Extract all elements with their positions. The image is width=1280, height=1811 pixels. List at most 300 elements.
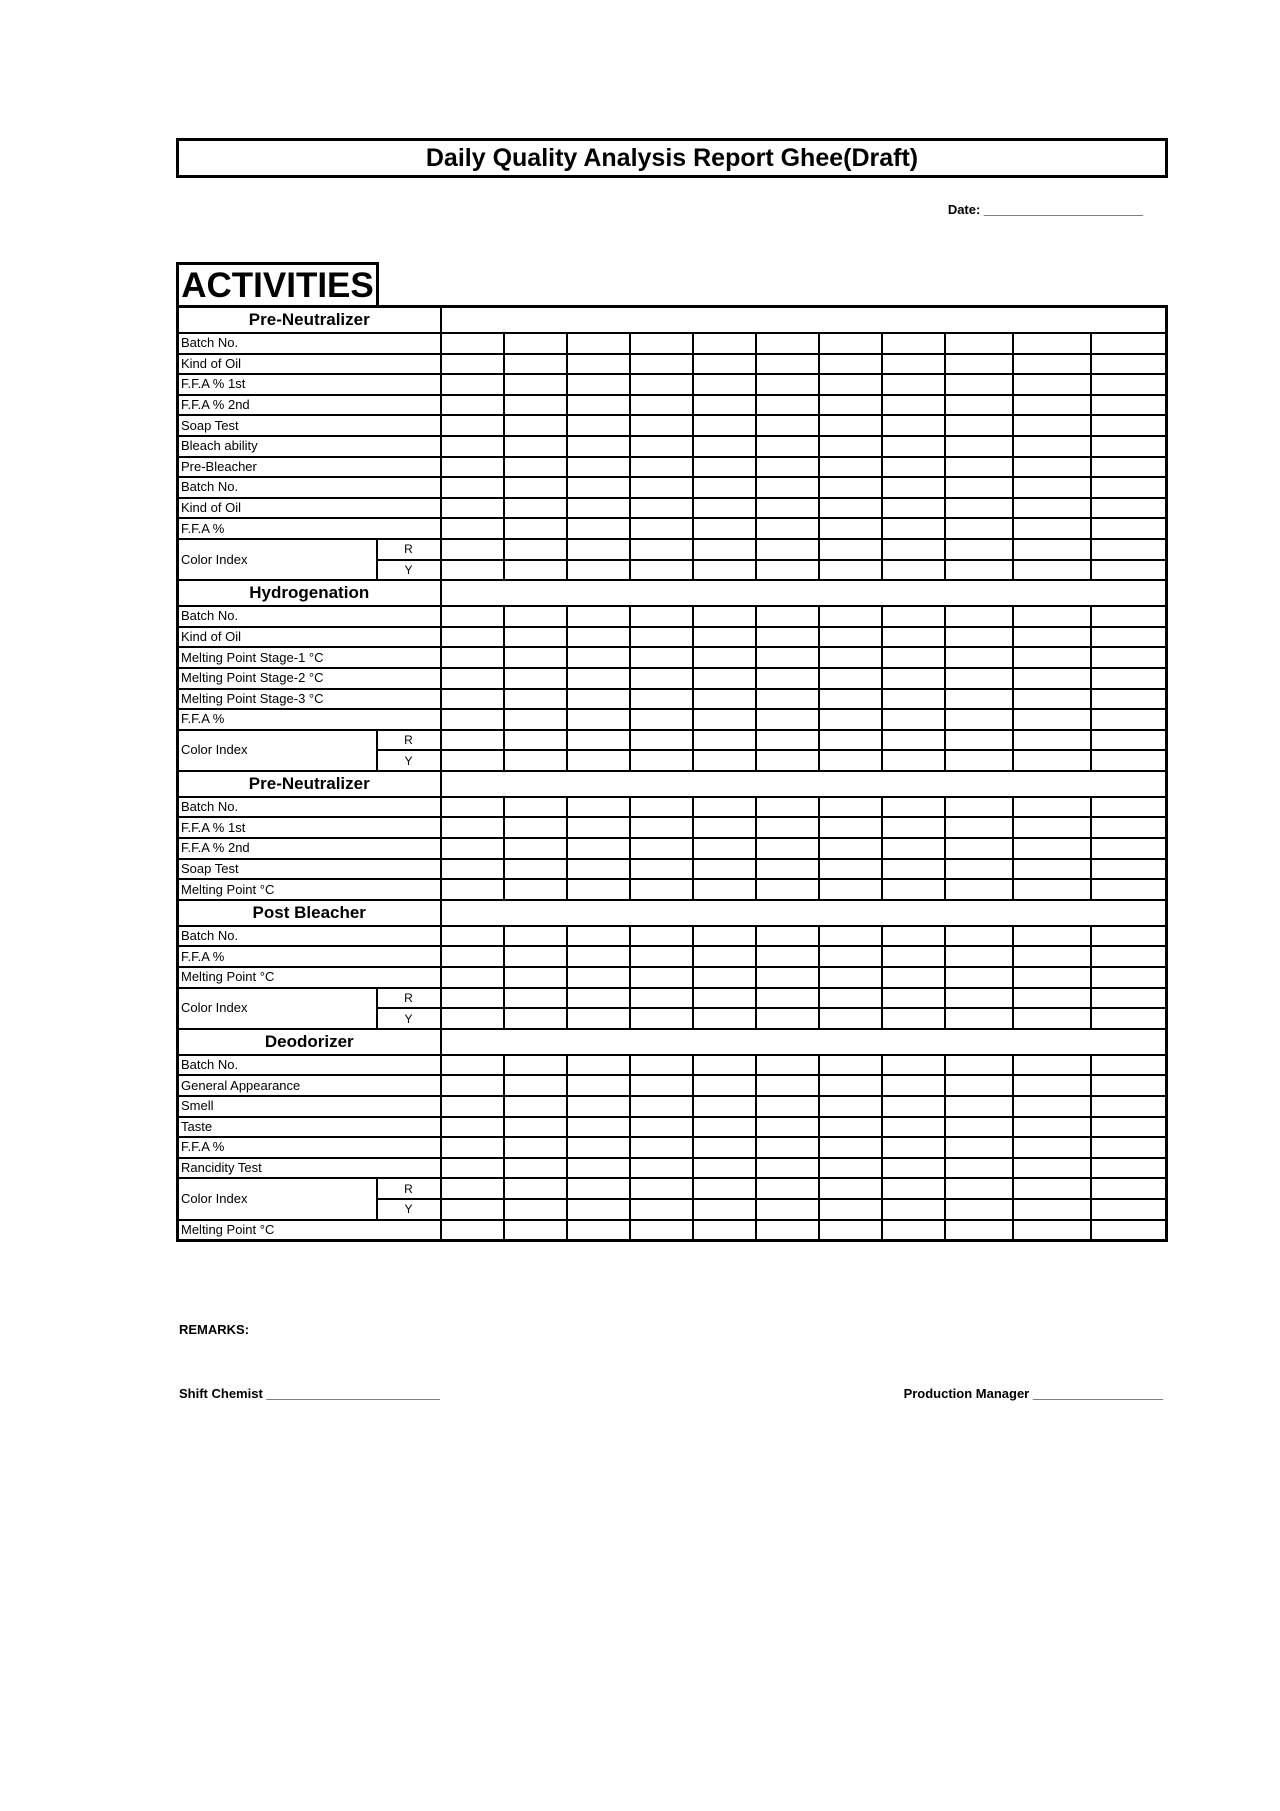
entry-cell[interactable] — [882, 333, 945, 354]
entry-cell[interactable] — [693, 730, 756, 751]
date-field[interactable]: Date: ______________________ — [947, 202, 1143, 217]
entry-cell[interactable] — [1013, 1158, 1091, 1179]
entry-cell[interactable] — [1013, 1096, 1091, 1117]
entry-cell[interactable] — [819, 859, 882, 880]
entry-cell[interactable] — [693, 374, 756, 395]
entry-cell[interactable] — [504, 1117, 567, 1138]
entry-cell[interactable] — [693, 518, 756, 539]
entry-cell[interactable] — [504, 477, 567, 498]
entry-cell[interactable] — [882, 395, 945, 416]
entry-cell[interactable] — [441, 797, 504, 818]
entry-cell[interactable] — [1013, 730, 1091, 751]
entry-cell[interactable] — [693, 988, 756, 1009]
entry-cell[interactable] — [441, 817, 504, 838]
entry-cell[interactable] — [630, 1008, 693, 1029]
entry-cell[interactable] — [630, 354, 693, 375]
entry-cell[interactable] — [504, 457, 567, 478]
entry-cell[interactable] — [1013, 689, 1091, 710]
entry-cell[interactable] — [1013, 560, 1091, 581]
entry-cell[interactable] — [504, 627, 567, 648]
entry-cell[interactable] — [756, 967, 819, 988]
entry-cell[interactable] — [693, 1008, 756, 1029]
entry-cell[interactable] — [1091, 395, 1167, 416]
entry-cell[interactable] — [504, 647, 567, 668]
entry-cell[interactable] — [1091, 689, 1167, 710]
entry-cell[interactable] — [441, 1117, 504, 1138]
entry-cell[interactable] — [504, 415, 567, 436]
entry-cell[interactable] — [756, 926, 819, 947]
entry-cell[interactable] — [819, 627, 882, 648]
entry-cell[interactable] — [945, 1220, 1013, 1241]
entry-cell[interactable] — [504, 926, 567, 947]
entry-cell[interactable] — [882, 436, 945, 457]
entry-cell[interactable] — [819, 395, 882, 416]
entry-cell[interactable] — [1091, 1096, 1167, 1117]
entry-cell[interactable] — [756, 1158, 819, 1179]
entry-cell[interactable] — [567, 498, 630, 519]
entry-cell[interactable] — [441, 1096, 504, 1117]
entry-cell[interactable] — [504, 668, 567, 689]
entry-cell[interactable] — [882, 967, 945, 988]
entry-cell[interactable] — [1013, 797, 1091, 818]
entry-cell[interactable] — [504, 797, 567, 818]
entry-cell[interactable] — [1091, 606, 1167, 627]
entry-cell[interactable] — [630, 415, 693, 436]
entry-cell[interactable] — [882, 689, 945, 710]
entry-cell[interactable] — [882, 838, 945, 859]
entry-cell[interactable] — [819, 879, 882, 900]
entry-cell[interactable] — [1091, 333, 1167, 354]
entry-cell[interactable] — [1091, 668, 1167, 689]
entry-cell[interactable] — [693, 689, 756, 710]
entry-cell[interactable] — [1091, 967, 1167, 988]
entry-cell[interactable] — [945, 539, 1013, 560]
entry-cell[interactable] — [1013, 988, 1091, 1009]
entry-cell[interactable] — [882, 988, 945, 1009]
entry-cell[interactable] — [567, 518, 630, 539]
entry-cell[interactable] — [630, 1117, 693, 1138]
entry-cell[interactable] — [630, 838, 693, 859]
entry-cell[interactable] — [693, 926, 756, 947]
entry-cell[interactable] — [1091, 859, 1167, 880]
entry-cell[interactable] — [945, 606, 1013, 627]
entry-cell[interactable] — [1013, 1055, 1091, 1076]
entry-cell[interactable] — [1013, 967, 1091, 988]
entry-cell[interactable] — [630, 436, 693, 457]
entry-cell[interactable] — [1091, 1055, 1167, 1076]
entry-cell[interactable] — [504, 374, 567, 395]
entry-cell[interactable] — [1091, 518, 1167, 539]
entry-cell[interactable] — [504, 838, 567, 859]
entry-cell[interactable] — [756, 606, 819, 627]
entry-cell[interactable] — [1013, 333, 1091, 354]
entry-cell[interactable] — [1013, 539, 1091, 560]
entry-cell[interactable] — [504, 817, 567, 838]
entry-cell[interactable] — [882, 518, 945, 539]
entry-cell[interactable] — [1013, 926, 1091, 947]
entry-cell[interactable] — [567, 689, 630, 710]
entry-cell[interactable] — [882, 1075, 945, 1096]
entry-cell[interactable] — [882, 750, 945, 771]
entry-cell[interactable] — [693, 457, 756, 478]
entry-cell[interactable] — [567, 333, 630, 354]
entry-cell[interactable] — [756, 838, 819, 859]
entry-cell[interactable] — [693, 709, 756, 730]
entry-cell[interactable] — [1013, 838, 1091, 859]
entry-cell[interactable] — [945, 1055, 1013, 1076]
entry-cell[interactable] — [630, 1055, 693, 1076]
entry-cell[interactable] — [819, 1117, 882, 1138]
shift-chemist-signature[interactable]: Shift Chemist ________________________ — [179, 1386, 440, 1401]
entry-cell[interactable] — [693, 859, 756, 880]
entry-cell[interactable] — [567, 817, 630, 838]
entry-cell[interactable] — [1091, 560, 1167, 581]
entry-cell[interactable] — [1091, 457, 1167, 478]
entry-cell[interactable] — [1091, 1075, 1167, 1096]
entry-cell[interactable] — [630, 967, 693, 988]
entry-cell[interactable] — [441, 1008, 504, 1029]
entry-cell[interactable] — [504, 1220, 567, 1241]
entry-cell[interactable] — [1091, 539, 1167, 560]
entry-cell[interactable] — [567, 647, 630, 668]
entry-cell[interactable] — [630, 539, 693, 560]
entry-cell[interactable] — [756, 689, 819, 710]
entry-cell[interactable] — [819, 606, 882, 627]
entry-cell[interactable] — [441, 354, 504, 375]
entry-cell[interactable] — [630, 859, 693, 880]
entry-cell[interactable] — [441, 750, 504, 771]
entry-cell[interactable] — [567, 797, 630, 818]
entry-cell[interactable] — [882, 1117, 945, 1138]
entry-cell[interactable] — [1091, 354, 1167, 375]
entry-cell[interactable] — [567, 946, 630, 967]
entry-cell[interactable] — [756, 668, 819, 689]
entry-cell[interactable] — [945, 498, 1013, 519]
entry-cell[interactable] — [1013, 879, 1091, 900]
entry-cell[interactable] — [567, 1158, 630, 1179]
entry-cell[interactable] — [567, 1055, 630, 1076]
entry-cell[interactable] — [1013, 354, 1091, 375]
entry-cell[interactable] — [504, 689, 567, 710]
entry-cell[interactable] — [504, 1055, 567, 1076]
entry-cell[interactable] — [819, 647, 882, 668]
entry-cell[interactable] — [1013, 1137, 1091, 1158]
entry-cell[interactable] — [756, 539, 819, 560]
entry-cell[interactable] — [441, 838, 504, 859]
production-manager-signature[interactable]: Production Manager __________________ — [903, 1386, 1163, 1401]
entry-cell[interactable] — [945, 518, 1013, 539]
entry-cell[interactable] — [693, 1158, 756, 1179]
entry-cell[interactable] — [630, 374, 693, 395]
entry-cell[interactable] — [819, 560, 882, 581]
entry-cell[interactable] — [567, 1137, 630, 1158]
entry-cell[interactable] — [441, 415, 504, 436]
entry-cell[interactable] — [567, 560, 630, 581]
entry-cell[interactable] — [945, 457, 1013, 478]
entry-cell[interactable] — [882, 859, 945, 880]
entry-cell[interactable] — [441, 1158, 504, 1179]
entry-cell[interactable] — [882, 457, 945, 478]
entry-cell[interactable] — [567, 859, 630, 880]
entry-cell[interactable] — [819, 415, 882, 436]
entry-cell[interactable] — [504, 859, 567, 880]
entry-cell[interactable] — [1013, 606, 1091, 627]
entry-cell[interactable] — [945, 647, 1013, 668]
entry-cell[interactable] — [504, 606, 567, 627]
entry-cell[interactable] — [441, 647, 504, 668]
entry-cell[interactable] — [504, 1008, 567, 1029]
entry-cell[interactable] — [819, 946, 882, 967]
entry-cell[interactable] — [630, 926, 693, 947]
entry-cell[interactable] — [819, 797, 882, 818]
entry-cell[interactable] — [567, 354, 630, 375]
entry-cell[interactable] — [1013, 859, 1091, 880]
entry-cell[interactable] — [819, 1199, 882, 1220]
entry-cell[interactable] — [756, 879, 819, 900]
entry-cell[interactable] — [441, 457, 504, 478]
entry-cell[interactable] — [693, 627, 756, 648]
entry-cell[interactable] — [441, 668, 504, 689]
entry-cell[interactable] — [945, 1117, 1013, 1138]
entry-cell[interactable] — [819, 374, 882, 395]
entry-cell[interactable] — [630, 498, 693, 519]
entry-cell[interactable] — [945, 709, 1013, 730]
entry-cell[interactable] — [882, 606, 945, 627]
entry-cell[interactable] — [1013, 627, 1091, 648]
entry-cell[interactable] — [567, 730, 630, 751]
entry-cell[interactable] — [1091, 436, 1167, 457]
entry-cell[interactable] — [567, 668, 630, 689]
entry-cell[interactable] — [756, 730, 819, 751]
entry-cell[interactable] — [693, 879, 756, 900]
entry-cell[interactable] — [1091, 730, 1167, 751]
entry-cell[interactable] — [1013, 395, 1091, 416]
entry-cell[interactable] — [630, 477, 693, 498]
entry-cell[interactable] — [504, 333, 567, 354]
entry-cell[interactable] — [504, 498, 567, 519]
entry-cell[interactable] — [1091, 1178, 1167, 1199]
entry-cell[interactable] — [441, 477, 504, 498]
entry-cell[interactable] — [819, 457, 882, 478]
entry-cell[interactable] — [819, 1137, 882, 1158]
entry-cell[interactable] — [567, 988, 630, 1009]
entry-cell[interactable] — [756, 1096, 819, 1117]
entry-cell[interactable] — [756, 354, 819, 375]
entry-cell[interactable] — [1091, 1137, 1167, 1158]
entry-cell[interactable] — [1013, 498, 1091, 519]
entry-cell[interactable] — [504, 1096, 567, 1117]
entry-cell[interactable] — [1091, 627, 1167, 648]
entry-cell[interactable] — [1013, 668, 1091, 689]
entry-cell[interactable] — [882, 926, 945, 947]
entry-cell[interactable] — [441, 926, 504, 947]
entry-cell[interactable] — [567, 709, 630, 730]
entry-cell[interactable] — [819, 926, 882, 947]
entry-cell[interactable] — [1091, 1158, 1167, 1179]
entry-cell[interactable] — [756, 374, 819, 395]
entry-cell[interactable] — [756, 1055, 819, 1076]
entry-cell[interactable] — [441, 374, 504, 395]
entry-cell[interactable] — [945, 689, 1013, 710]
entry-cell[interactable] — [630, 797, 693, 818]
entry-cell[interactable] — [630, 750, 693, 771]
entry-cell[interactable] — [630, 730, 693, 751]
entry-cell[interactable] — [693, 1178, 756, 1199]
entry-cell[interactable] — [882, 374, 945, 395]
entry-cell[interactable] — [441, 539, 504, 560]
entry-cell[interactable] — [567, 477, 630, 498]
entry-cell[interactable] — [819, 1055, 882, 1076]
entry-cell[interactable] — [819, 967, 882, 988]
entry-cell[interactable] — [630, 457, 693, 478]
entry-cell[interactable] — [630, 1137, 693, 1158]
entry-cell[interactable] — [1013, 457, 1091, 478]
entry-cell[interactable] — [441, 1137, 504, 1158]
entry-cell[interactable] — [504, 1199, 567, 1220]
entry-cell[interactable] — [756, 457, 819, 478]
entry-cell[interactable] — [945, 374, 1013, 395]
entry-cell[interactable] — [693, 838, 756, 859]
entry-cell[interactable] — [756, 859, 819, 880]
entry-cell[interactable] — [1091, 879, 1167, 900]
entry-cell[interactable] — [630, 1199, 693, 1220]
entry-cell[interactable] — [504, 1137, 567, 1158]
entry-cell[interactable] — [756, 518, 819, 539]
entry-cell[interactable] — [945, 436, 1013, 457]
entry-cell[interactable] — [1091, 1199, 1167, 1220]
entry-cell[interactable] — [441, 627, 504, 648]
entry-cell[interactable] — [819, 518, 882, 539]
entry-cell[interactable] — [567, 457, 630, 478]
entry-cell[interactable] — [882, 730, 945, 751]
entry-cell[interactable] — [504, 730, 567, 751]
entry-cell[interactable] — [504, 354, 567, 375]
entry-cell[interactable] — [882, 354, 945, 375]
entry-cell[interactable] — [441, 1055, 504, 1076]
entry-cell[interactable] — [882, 1199, 945, 1220]
entry-cell[interactable] — [630, 668, 693, 689]
entry-cell[interactable] — [504, 1178, 567, 1199]
entry-cell[interactable] — [567, 1075, 630, 1096]
entry-cell[interactable] — [945, 395, 1013, 416]
entry-cell[interactable] — [882, 627, 945, 648]
entry-cell[interactable] — [756, 1008, 819, 1029]
entry-cell[interactable] — [1091, 946, 1167, 967]
entry-cell[interactable] — [1013, 1008, 1091, 1029]
entry-cell[interactable] — [882, 1096, 945, 1117]
entry-cell[interactable] — [756, 436, 819, 457]
entry-cell[interactable] — [1091, 1008, 1167, 1029]
entry-cell[interactable] — [756, 415, 819, 436]
entry-cell[interactable] — [441, 946, 504, 967]
entry-cell[interactable] — [819, 498, 882, 519]
entry-cell[interactable] — [819, 477, 882, 498]
entry-cell[interactable] — [441, 1199, 504, 1220]
entry-cell[interactable] — [567, 374, 630, 395]
entry-cell[interactable] — [819, 750, 882, 771]
entry-cell[interactable] — [504, 395, 567, 416]
entry-cell[interactable] — [567, 879, 630, 900]
entry-cell[interactable] — [630, 709, 693, 730]
entry-cell[interactable] — [693, 395, 756, 416]
entry-cell[interactable] — [441, 709, 504, 730]
entry-cell[interactable] — [1091, 838, 1167, 859]
entry-cell[interactable] — [630, 518, 693, 539]
entry-cell[interactable] — [567, 1117, 630, 1138]
entry-cell[interactable] — [756, 560, 819, 581]
entry-cell[interactable] — [441, 988, 504, 1009]
entry-cell[interactable] — [693, 415, 756, 436]
entry-cell[interactable] — [567, 926, 630, 947]
entry-cell[interactable] — [693, 436, 756, 457]
entry-cell[interactable] — [756, 1220, 819, 1241]
entry-cell[interactable] — [756, 1137, 819, 1158]
entry-cell[interactable] — [630, 946, 693, 967]
entry-cell[interactable] — [819, 1075, 882, 1096]
entry-cell[interactable] — [630, 1178, 693, 1199]
entry-cell[interactable] — [441, 1075, 504, 1096]
entry-cell[interactable] — [1091, 1220, 1167, 1241]
entry-cell[interactable] — [819, 333, 882, 354]
entry-cell[interactable] — [504, 1075, 567, 1096]
entry-cell[interactable] — [882, 647, 945, 668]
entry-cell[interactable] — [945, 988, 1013, 1009]
entry-cell[interactable] — [756, 498, 819, 519]
entry-cell[interactable] — [882, 539, 945, 560]
entry-cell[interactable] — [945, 797, 1013, 818]
entry-cell[interactable] — [945, 333, 1013, 354]
entry-cell[interactable] — [819, 1158, 882, 1179]
entry-cell[interactable] — [882, 1055, 945, 1076]
entry-cell[interactable] — [756, 1117, 819, 1138]
entry-cell[interactable] — [693, 333, 756, 354]
entry-cell[interactable] — [1091, 1117, 1167, 1138]
entry-cell[interactable] — [882, 1178, 945, 1199]
entry-cell[interactable] — [882, 879, 945, 900]
entry-cell[interactable] — [819, 1096, 882, 1117]
entry-cell[interactable] — [1013, 1199, 1091, 1220]
entry-cell[interactable] — [693, 1199, 756, 1220]
entry-cell[interactable] — [945, 1008, 1013, 1029]
entry-cell[interactable] — [693, 946, 756, 967]
entry-cell[interactable] — [945, 730, 1013, 751]
entry-cell[interactable] — [945, 668, 1013, 689]
entry-cell[interactable] — [693, 1137, 756, 1158]
entry-cell[interactable] — [1091, 926, 1167, 947]
entry-cell[interactable] — [567, 1178, 630, 1199]
entry-cell[interactable] — [630, 1220, 693, 1241]
entry-cell[interactable] — [945, 1199, 1013, 1220]
entry-cell[interactable] — [693, 1220, 756, 1241]
entry-cell[interactable] — [819, 689, 882, 710]
entry-cell[interactable] — [1091, 647, 1167, 668]
entry-cell[interactable] — [819, 436, 882, 457]
entry-cell[interactable] — [945, 750, 1013, 771]
entry-cell[interactable] — [693, 967, 756, 988]
entry-cell[interactable] — [441, 1220, 504, 1241]
entry-cell[interactable] — [504, 1158, 567, 1179]
entry-cell[interactable] — [630, 1075, 693, 1096]
entry-cell[interactable] — [756, 333, 819, 354]
entry-cell[interactable] — [567, 1096, 630, 1117]
entry-cell[interactable] — [756, 797, 819, 818]
entry-cell[interactable] — [756, 395, 819, 416]
entry-cell[interactable] — [630, 1096, 693, 1117]
entry-cell[interactable] — [1013, 518, 1091, 539]
entry-cell[interactable] — [756, 750, 819, 771]
entry-cell[interactable] — [1013, 1117, 1091, 1138]
entry-cell[interactable] — [441, 859, 504, 880]
